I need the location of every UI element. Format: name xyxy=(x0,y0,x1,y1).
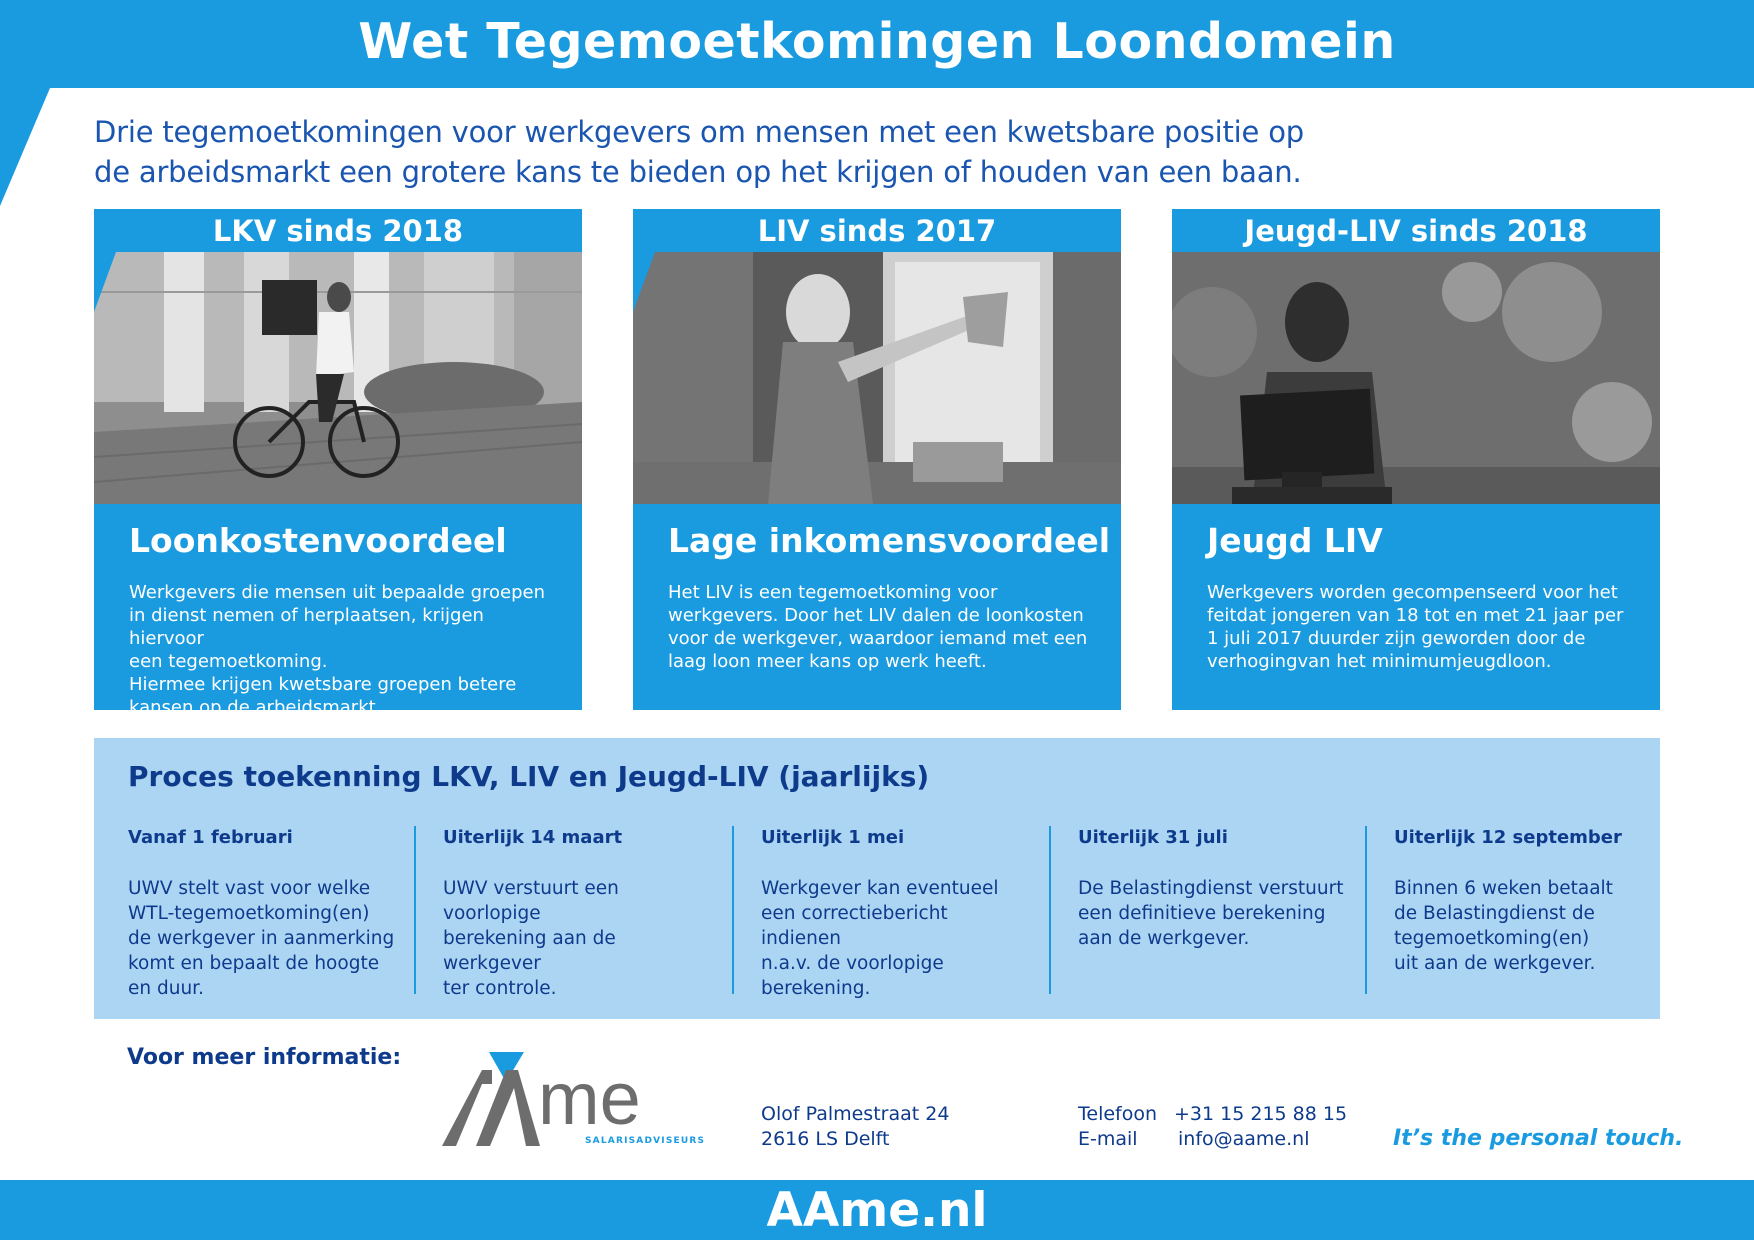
email-value[interactable]: info@aame.nl xyxy=(1178,1128,1310,1150)
step-title: Uiterlijk 14 maart xyxy=(443,827,623,848)
photo-wedge xyxy=(94,252,116,312)
card-title: Loonkostenvoordeel xyxy=(129,521,507,560)
website-link[interactable]: AAme.nl xyxy=(766,1183,988,1238)
card-text: Werkgevers worden gecompenseerd voor het feitdat jongeren van 18 tot en met 21 jaar per 1 juli 2017 duurder zijn geworden door de verhogingvan het minimumjeugdloon. xyxy=(1207,582,1624,672)
step-title: Uiterlijk 1 mei xyxy=(761,827,905,848)
phone-row xyxy=(1078,1102,1347,1127)
card-title: Lage inkomensvoordeel xyxy=(668,521,1111,560)
process-title: Proces toekenning LKV, LIV en Jeugd-LIV (jaarlijks) xyxy=(128,760,930,793)
step-title: Uiterlijk 12 september xyxy=(1394,827,1622,848)
phone-value[interactable]: +31 15 215 88 15 xyxy=(1174,1103,1348,1125)
card-jeugd-liv xyxy=(1172,209,1660,710)
contact-block xyxy=(1078,1102,1347,1152)
card-header: LIV sinds 2017 xyxy=(757,214,997,248)
card-header: Jeugd-LIV sinds 2018 xyxy=(1244,214,1588,248)
more-info-label: Voor meer informatie: xyxy=(127,1045,402,1070)
process-step xyxy=(1078,826,1348,951)
address-street: Olof Palmestraat 24 xyxy=(761,1103,950,1125)
phone-label: Telefoon xyxy=(1078,1103,1158,1125)
cashier-at-register-photo xyxy=(1172,252,1660,504)
process-step xyxy=(128,826,398,1001)
process-panel xyxy=(94,738,1660,1019)
process-step xyxy=(1394,826,1664,976)
step-title: Vanaf 1 februari xyxy=(128,827,293,848)
bottom-banner xyxy=(0,1180,1754,1240)
card-lkv xyxy=(94,209,582,718)
step-divider xyxy=(1365,826,1367,994)
step-title: Uiterlijk 31 juli xyxy=(1078,827,1228,848)
courier-on-bicycle-photo xyxy=(94,252,582,504)
logo-subtitle: SALARISADVISEURS xyxy=(585,1136,706,1146)
intro-text xyxy=(94,112,1394,192)
email-label: E-mail xyxy=(1078,1128,1138,1150)
step-text: Werkgever kan eventueel een correctiebericht indienen n.a.v. de voorlopige berekening. xyxy=(761,878,999,999)
card-liv xyxy=(633,209,1121,710)
title-banner xyxy=(0,0,1754,88)
card-header: LKV sinds 2018 xyxy=(212,214,464,248)
decorative-wedge xyxy=(0,88,50,206)
aame-logo xyxy=(442,1048,712,1148)
intro-line-1: Drie tegemoetkomingen voor werkgevers om mensen met een kwetsbare positie op xyxy=(94,115,1304,149)
step-divider xyxy=(732,826,734,994)
tagline: It’s the personal touch. xyxy=(1393,1126,1684,1151)
cleaner-wiping-window-photo xyxy=(633,252,1121,504)
step-divider xyxy=(1049,826,1051,994)
step-text: UWV verstuurt een voorlopige berekening aan de werkgever ter controle. xyxy=(443,878,619,999)
intro-line-2: de arbeidsmarkt een grotere kans te bieden op het krijgen of houden van een baan. xyxy=(94,155,1302,189)
step-text: De Belastingdienst verstuurt een definitieve berekening aan de werkgever. xyxy=(1078,878,1344,949)
process-step xyxy=(443,826,713,1001)
card-text: Het LIV is een tegemoetkoming voor werkgevers. Door het LIV dalen de loonkosten voor de werkgever, waardoor iemand met een laag loon meer kans op werk heeft. xyxy=(668,582,1088,672)
logo-me-text: me xyxy=(538,1057,641,1140)
card-title: Jeugd LIV xyxy=(1207,521,1383,560)
address-block xyxy=(761,1102,949,1152)
photo-wedge xyxy=(633,252,655,312)
page-title: Wet Tegemoetkomingen Loondomein xyxy=(358,13,1396,70)
step-divider xyxy=(414,826,416,994)
process-step xyxy=(761,826,1031,1001)
step-text: Binnen 6 weken betaalt de Belastingdienst de tegemoetkoming(en) uit aan de werkgever. xyxy=(1394,878,1613,974)
card-text: Werkgevers die mensen uit bepaalde groepen in dienst nemen of herplaatsen, krijgen hiervoor een tegemoetkoming. Hiermee krijgen kwetsbare groepen betere kansen op de arbeidsmarkt. xyxy=(129,582,546,718)
email-row xyxy=(1078,1127,1347,1152)
step-text: UWV stelt vast voor welke WTL-tegemoetkoming(en) de werkgever in aanmerking komt en bepaalt de hoogte en duur. xyxy=(128,878,395,999)
address-city: 2616 LS Delft xyxy=(761,1128,890,1150)
